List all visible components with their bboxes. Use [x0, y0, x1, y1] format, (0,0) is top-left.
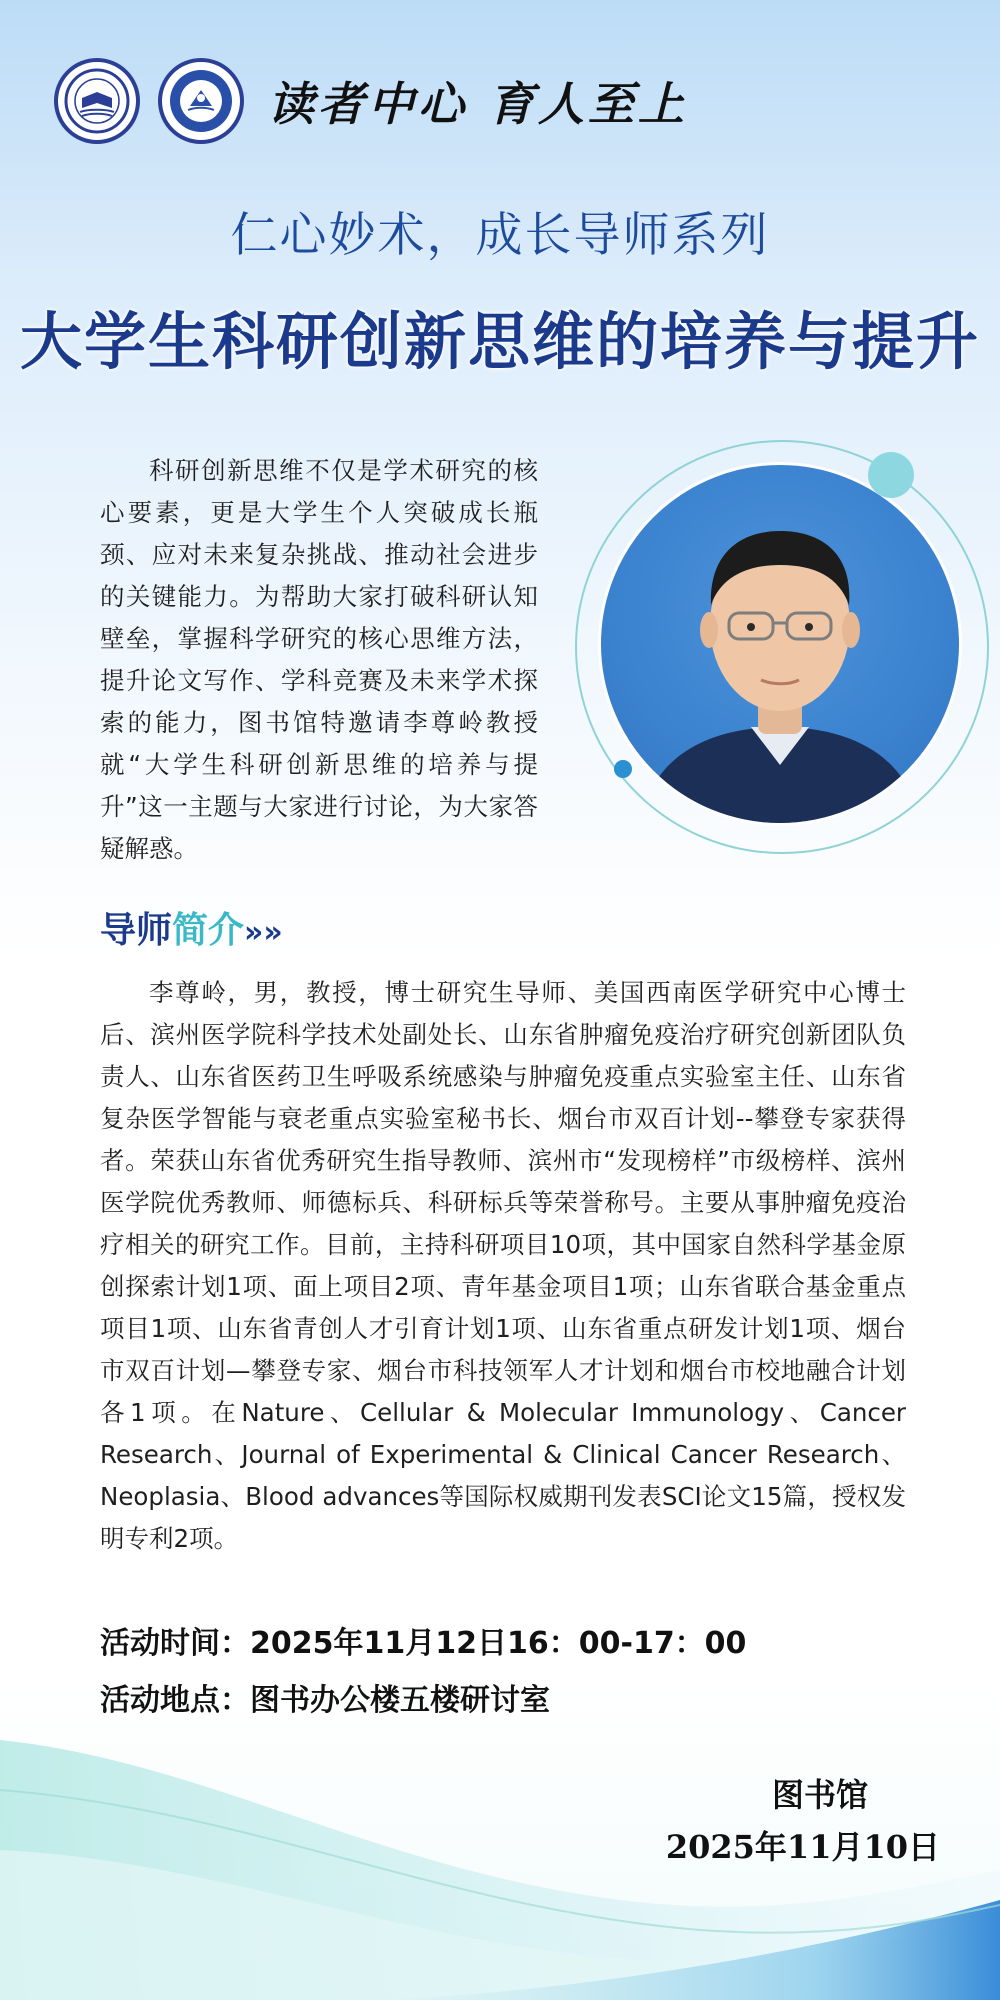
- issue-date: 2025年11月10日: [665, 1828, 940, 1866]
- series-subtitle: 仁心妙术，成长导师系列: [230, 208, 770, 263]
- decorative-dot: [614, 760, 632, 778]
- event-place: 活动地点：图书办公楼五楼研讨室: [100, 1683, 550, 1718]
- section-heading-part1: 导师: [100, 910, 173, 951]
- university-seal-icon: [168, 68, 234, 134]
- page-title: 大学生科研创新思维的培养与提升: [19, 305, 980, 378]
- library-motto: 读者中心 育人至上: [268, 77, 689, 131]
- library-seal-icon: [64, 68, 130, 134]
- event-time: 活动时间：2025年11月12日16：00-17：00: [100, 1626, 747, 1661]
- decorative-dot: [868, 452, 914, 498]
- organizer-name: 图书馆: [771, 1776, 868, 1814]
- university-logo: [158, 58, 244, 144]
- intro-paragraph: 科研创新思维不仅是学术研究的核心要素，更是大学生个人突破成长瓶颈、应对未来复杂挑战、推动社会进步的关键能力。为帮助大家打破科研认知壁垒，掌握科学研究的核心思维方法，提升论文写作、学科竞赛及未来学术探索的能力，图书馆特邀请李尊岭教授就“大学生科研创新思维的培养与提升”这一主题与大家进行讨论，为大家答疑解惑。: [100, 456, 538, 863]
- section-heading: [100, 902, 283, 953]
- library-logo: [54, 58, 140, 144]
- double-chevron-icon: »»: [244, 915, 283, 950]
- speaker-photo: [601, 465, 959, 823]
- bio-paragraph: 李尊岭，男，教授，博士研究生导师、美国西南医学研究中心博士后、滨州医学院科学技术处副处长、山东省肿瘤免疫治疗研究创新团队负责人、山东省医药卫生呼吸系统感染与肿瘤免疫重点实验室主任、山东省复杂医学智能与衰老重点实验室秘书长、烟台市双百计划--攀登专家获得者。荣获山东省优秀研究生指导教师、滨州市“发现榜样”市级榜样、滨州医学院优秀教师、师德标兵、科研标兵等荣誉称号。主要从事肿瘤免疫治疗相关的研究工作。目前，主持科研项目10项，其中国家自然科学基金原创探索计划1项、面上项目2项、青年基金项目1项；山东省联合基金重点项目1项、山东省青创人才引育计划1项、山东省重点研发计划1项、烟台市双百计划—攀登专家、烟台市科技领军人才计划和烟台市校地融合计划各1项。在Nature、Cellular & Molecular Immunology、Cancer Research、Journal of Experimental & Clinical Cancer Research、Neoplasia、Blood advances等国际权威期刊发表SCI论文15篇，授权发明专利2项。: [100, 978, 906, 1553]
- speaker-portrait: [598, 462, 962, 826]
- section-heading-part2: 简介: [172, 910, 245, 951]
